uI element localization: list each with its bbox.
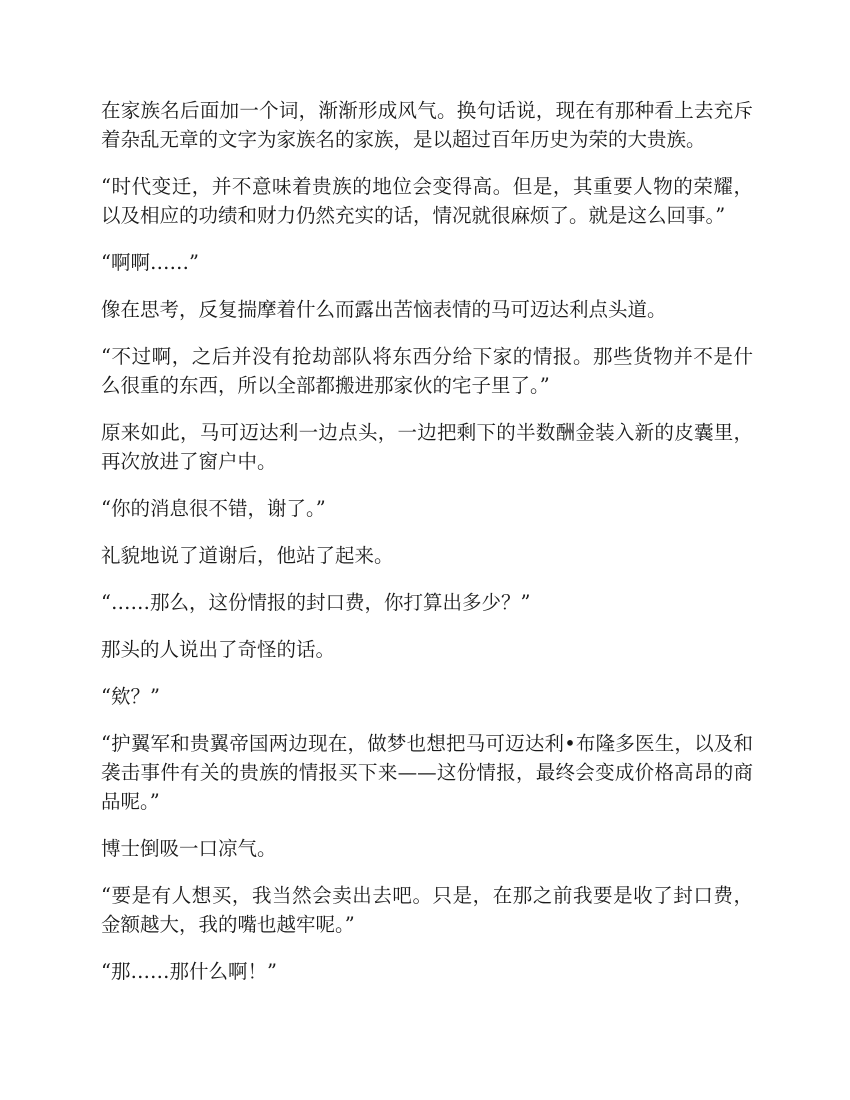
document-page: [101, 96, 753, 1004]
paragraph-6: 原来如此，马可迈达利一边点头，一边把剩下的半数酬金装入新的皮囊里，再次放进了窗户中。: [101, 421, 753, 473]
paragraph-14: “要是有人想买，我当然会卖出去吧。只是，在那之前我要是收了封口费，金额越大，我的嘴也越牢呢。”: [101, 884, 753, 936]
paragraph-3: “啊啊……”: [101, 251, 199, 274]
paragraph-9: “……那么，这份情报的封口费，你打算出多少？”: [101, 591, 531, 614]
paragraph-5: “不过啊，之后并没有抢劫部队将东西分给下家的情报。那些货物并不是什么很重的东西，所以全部都搬进那家伙的宅子里了。”: [101, 345, 753, 397]
paragraph-15: “那……那什么啊！”: [101, 960, 277, 983]
paragraph-12: “护翼军和贵翼帝国两边现在，做梦也想把马可迈达利•布隆多医生，以及和袭击事件有关的贵族的情报买下来——这份情报，最终会变成价格高昂的商品呢。”: [101, 732, 753, 813]
paragraph-7: “你的消息很不错，谢了。”: [101, 497, 326, 520]
paragraph-4: 像在思考，反复揣摩着什么而露出苦恼表情的马可迈达利点头道。: [101, 298, 667, 321]
paragraph-1: 在家族名后面加一个词，渐渐形成风气。换句话说，现在有那种看上去充斥着杂乱无章的文字为家族名的家族，是以超过百年历史为荣的大贵族。: [101, 99, 753, 151]
paragraph-8: 礼貌地说了道谢后，他站了起来。: [101, 544, 394, 567]
paragraph-10: 那头的人说出了奇怪的话。: [101, 638, 336, 661]
paragraph-2: “时代变迁，并不意味着贵族的地位会变得高。但是，其重要人物的荣耀，以及相应的功绩和财力仍然充实的话，情况就很麻烦了。就是这么回事。”: [101, 175, 753, 227]
paragraph-13: 博士倒吸一口凉气。: [101, 837, 277, 860]
paragraph-11: “欸？”: [101, 685, 160, 708]
